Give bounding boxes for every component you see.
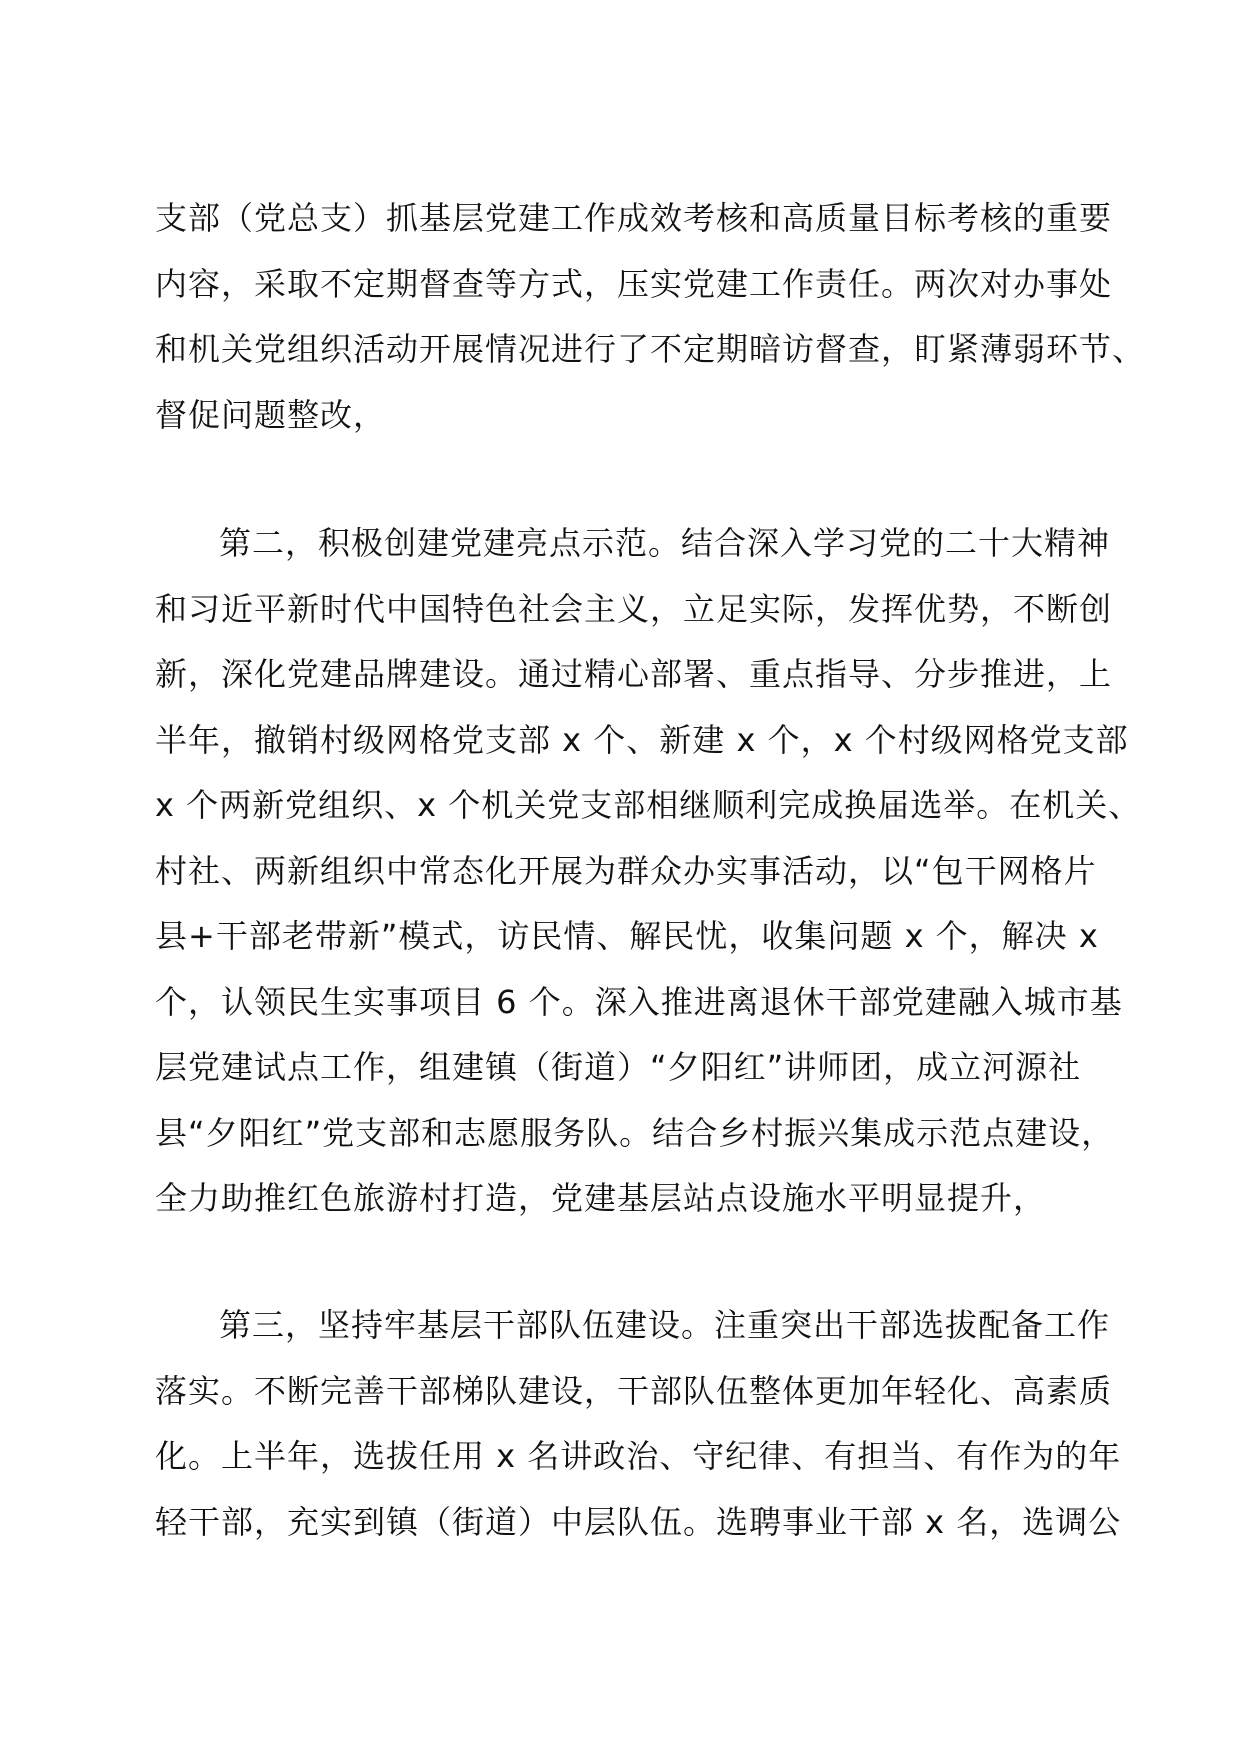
text-line: 新，深化党建品牌建设。通过精心部署、重点指导、分步推进，上: [155, 655, 1113, 693]
text-line: 督促问题整改，: [155, 395, 387, 434]
paragraph-2: [155, 511, 1142, 1232]
text-line: 支部（党总支）抓基层党建工作成效考核和高质量目标考核的重要: [155, 199, 1113, 237]
text-line: 和习近平新时代中国特色社会主义，立足实际，发挥优势，不断创: [155, 589, 1113, 628]
text-line: 轻干部，充实到镇（街道）中层队伍。选聘事业干部 x 名，选调公: [155, 1502, 1122, 1541]
text-line: x 个两新党组织、x 个机关党支部相继顺利完成换届选举。在机关、: [155, 786, 1142, 824]
paragraph-3: [155, 1293, 1122, 1555]
text-line: 半年，撤销村级网格党支部 x 个、新建 x 个，x 个村级网格党支部: [155, 720, 1129, 759]
text-line: 全力助推红色旅游村打造，党建基层站点设施水平明显提升，: [155, 1179, 1047, 1217]
text-line: 落实。不断完善干部梯队建设，干部队伍整体更加年轻化、高素质: [155, 1371, 1113, 1410]
text-line: 县+干部老带新”模式，访民情、解民忧，收集问题 x 个，解决 x: [155, 917, 1099, 955]
text-line: 村社、两新组织中常态化开展为群众办实事活动，以“包干网格片: [155, 851, 1097, 890]
text-line: 化。上半年，选拔任用 x 名讲政治、守纪律、有担当、有作为的年: [155, 1437, 1122, 1475]
text-line: 内容，采取不定期督查等方式，压实党建工作责任。两次对办事处: [155, 264, 1113, 303]
text-line: 个，认领民生实事项目 6 个。深入推进离退休干部党建融入城市基: [155, 982, 1123, 1021]
text-line: 第三，坚持牢基层干部队伍建设。注重突出干部选拔配备工作: [219, 1306, 1111, 1344]
paragraph-1: [155, 186, 1146, 448]
text-line: 县“夕阳红”党支部和志愿服务队。结合乡村振兴集成示范点建设，: [155, 1113, 1115, 1152]
text-line: 和机关党组织活动开展情况进行了不定期暗访督查，盯紧薄弱环节、: [155, 330, 1146, 368]
text-line: 第二，积极创建党建亮点示范。结合深入学习党的二十大精神: [219, 524, 1111, 562]
text-line: 层党建试点工作，组建镇（街道）“夕阳红”讲师团，成立河源社: [155, 1048, 1082, 1086]
